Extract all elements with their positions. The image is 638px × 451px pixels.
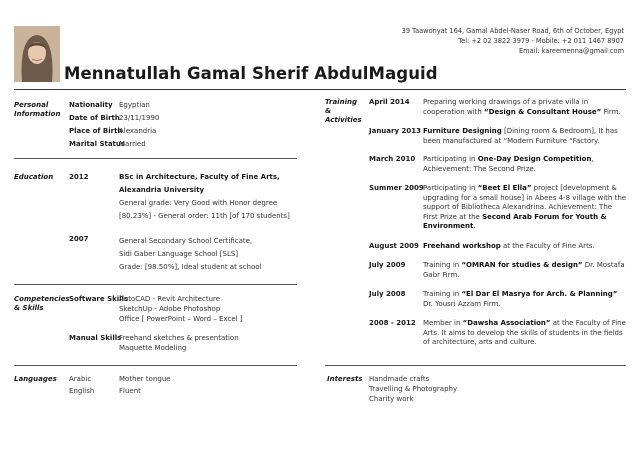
skills-manual-line-2: Maquette Modeling <box>119 344 187 352</box>
personal-value-pob: Alexandria <box>119 127 157 135</box>
education-line-1-1: BSc in Architecture, Faculty of Fine Arts, <box>119 173 280 181</box>
divider-education <box>14 284 297 285</box>
training-date-3: March 2010 <box>369 155 416 163</box>
divider-personal <box>14 158 297 159</box>
skills-software-line-3: Office [ PowerPoint – Word – Excel ] <box>119 315 243 323</box>
personal-key-marital: Marital Status <box>69 140 126 148</box>
language-level-2: Fluent <box>119 387 141 395</box>
training-text-6: Training in “OMRAN for studies & design” Dr. Mostafa Gabr Firm. <box>423 261 625 279</box>
training-date-6: July 2009 <box>369 261 406 269</box>
personal-value-marital: Married <box>119 140 146 148</box>
skills-software-line-1: AutoCAD - Revit Architecture <box>119 295 221 303</box>
training-date-7: July 2008 <box>369 290 406 298</box>
education-year-2: 2007 <box>69 235 89 243</box>
education-line-1-3: General grade: Very Good with Honor degree <box>119 199 278 207</box>
email-text: Email: kareemenna@gmail.com <box>519 47 624 55</box>
profile-photo-image <box>14 26 60 82</box>
contact-block <box>402 26 624 56</box>
section-label-education: Education <box>14 173 54 181</box>
language-name-2: English <box>69 387 95 395</box>
skills-software-line-2: SketchUp - Adobe Photoshop <box>119 305 221 313</box>
header-divider <box>14 89 626 90</box>
training-text-5: Freehand workshop at the Faculty of Fine Arts. <box>423 242 595 250</box>
personal-value-dob: 23/11/1990 <box>119 114 160 122</box>
section-label-languages: Languages <box>14 375 57 383</box>
section-label-personal: Personal Information <box>14 101 61 118</box>
training-date-5: August 2009 <box>369 242 419 250</box>
training-text-7: Training in “El Dar El Masrya for Arch. & Planning” Dr. Yousri Azzam Firm. <box>423 290 618 308</box>
skills-key-manual: Manual Skills <box>69 334 122 342</box>
interest-item-2: Travelling & Photography <box>369 385 458 393</box>
personal-value-nationality: Egyptian <box>119 101 150 109</box>
profile-photo <box>14 26 60 82</box>
phone-text: Tel: +2 02 3822 3979 - Mobile: +2 011 1467 8907 <box>458 37 624 45</box>
language-name-1: Arabic <box>69 375 92 383</box>
training-date-2: January 2013 <box>369 127 421 135</box>
training-text-3: Participating in One-Day Design Competition, Achievement: The Second Prize. <box>423 155 594 173</box>
skills-manual-line-1: Freehand sketches & presentation <box>119 334 239 342</box>
language-level-1: Mother tongue <box>119 375 171 383</box>
address-text: 39 Taawonyat 164, Gamal Abdel-Naser Road, 6th of October, Egypt <box>401 27 624 35</box>
personal-key-dob: Date of Birth <box>69 114 120 122</box>
skills-key-software: Software Skills <box>69 295 129 303</box>
section-label-training: Training & Activities <box>325 98 362 124</box>
education-line-2-3: Grade: [98.50%], Ideal student at school <box>119 263 262 271</box>
training-text-2: Furniture Designing [Dining room & Bedroom], It has been manufactured at “Modern Furniture “Factory. <box>423 127 618 145</box>
training-text-4: Participating in “Beet El Ella” project [development & upgrading for a small house] in Abees 4-8 village with the support of Bibliotheca Alexandrina. Achievement: The First Prize at the Second Arab Forum for Youth & Environment. <box>423 184 627 230</box>
education-line-1-4: [80.23%] - General order: 11th [of 170 students] <box>119 212 290 220</box>
training-date-1: April 2014 <box>369 98 410 106</box>
training-text-8: Member in “Dawsha Association” at the Faculty of Fine Arts. It aims to develop the skills of students in the fields of architecture, arts and culture. <box>423 319 626 346</box>
education-line-2-1: General Secondary School Certificate, <box>119 237 253 245</box>
education-year-1: 2012 <box>69 173 89 181</box>
divider-competencies <box>14 365 297 366</box>
page-title: Mennatullah Gamal Sherif AbdulMaguid <box>64 64 438 83</box>
education-line-1-2: Alexandria University <box>119 186 205 194</box>
section-label-competencies: Competencies & Skills <box>14 295 70 312</box>
training-date-4: Summer 2009 <box>369 184 424 192</box>
training-text-1: Preparing working drawings of a private villa in cooperation with “Design & Consultant House” Firm. <box>423 98 621 116</box>
interest-item-1: Handmade crafts <box>369 375 430 383</box>
education-line-2-2: Sidi Gaber Language School [SLS] <box>119 250 239 258</box>
personal-key-pob: Place of Birth <box>69 127 123 135</box>
interest-item-3: Charity work <box>369 395 414 403</box>
section-label-interests: Interests <box>327 375 363 383</box>
personal-key-nationality: Nationality <box>69 101 113 109</box>
training-date-8: 2008 - 2012 <box>369 319 416 327</box>
divider-training <box>325 365 626 366</box>
